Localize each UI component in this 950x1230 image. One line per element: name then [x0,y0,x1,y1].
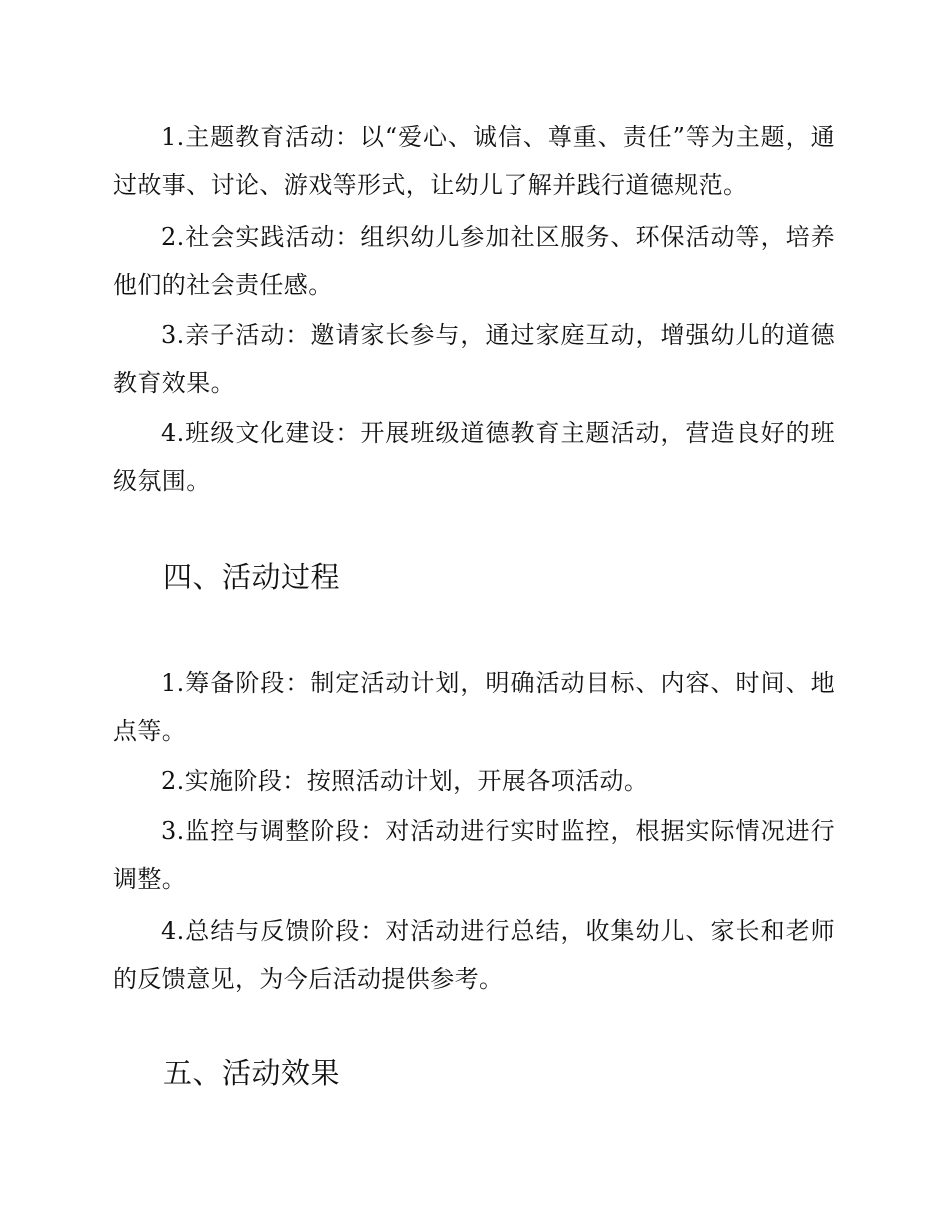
paragraph-activity-theme-education: 1.主题教育活动：以“爱心、诚信、尊重、责任”等为主题，通过故事、讨论、游戏等形式，让幼儿了解并践行道德规范。 [113,123,835,199]
paragraph-process-implementation: 2.实施阶段：按照活动计划，开展各项活动。 [161,767,649,795]
paragraph-activity-social-practice: 2.社会实践活动：组织幼儿参加社区服务、环保活动等，培养他们的社会责任感。 [113,223,835,299]
paragraph-process-preparation: 1.筹备阶段：制定活动计划，明确活动目标、内容、时间、地点等。 [113,669,835,745]
paragraph-activity-parent-child: 3.亲子活动：邀请家长参与，通过家庭互动，增强幼儿的道德教育效果。 [113,321,835,397]
section-heading-activity-process: 四、活动过程 [163,560,341,594]
paragraph-activity-class-culture: 4.班级文化建设：开展班级道德教育主题活动，营造良好的班级氛围。 [113,419,835,495]
paragraph-process-monitoring: 3.监控与调整阶段：对活动进行实时监控，根据实际情况进行调整。 [113,817,835,893]
paragraph-process-summary-feedback: 4.总结与反馈阶段：对活动进行总结，收集幼儿、家长和老师的反馈意见，为今后活动提供参考。 [113,917,835,993]
section-heading-activity-effect: 五、活动效果 [163,1056,341,1090]
